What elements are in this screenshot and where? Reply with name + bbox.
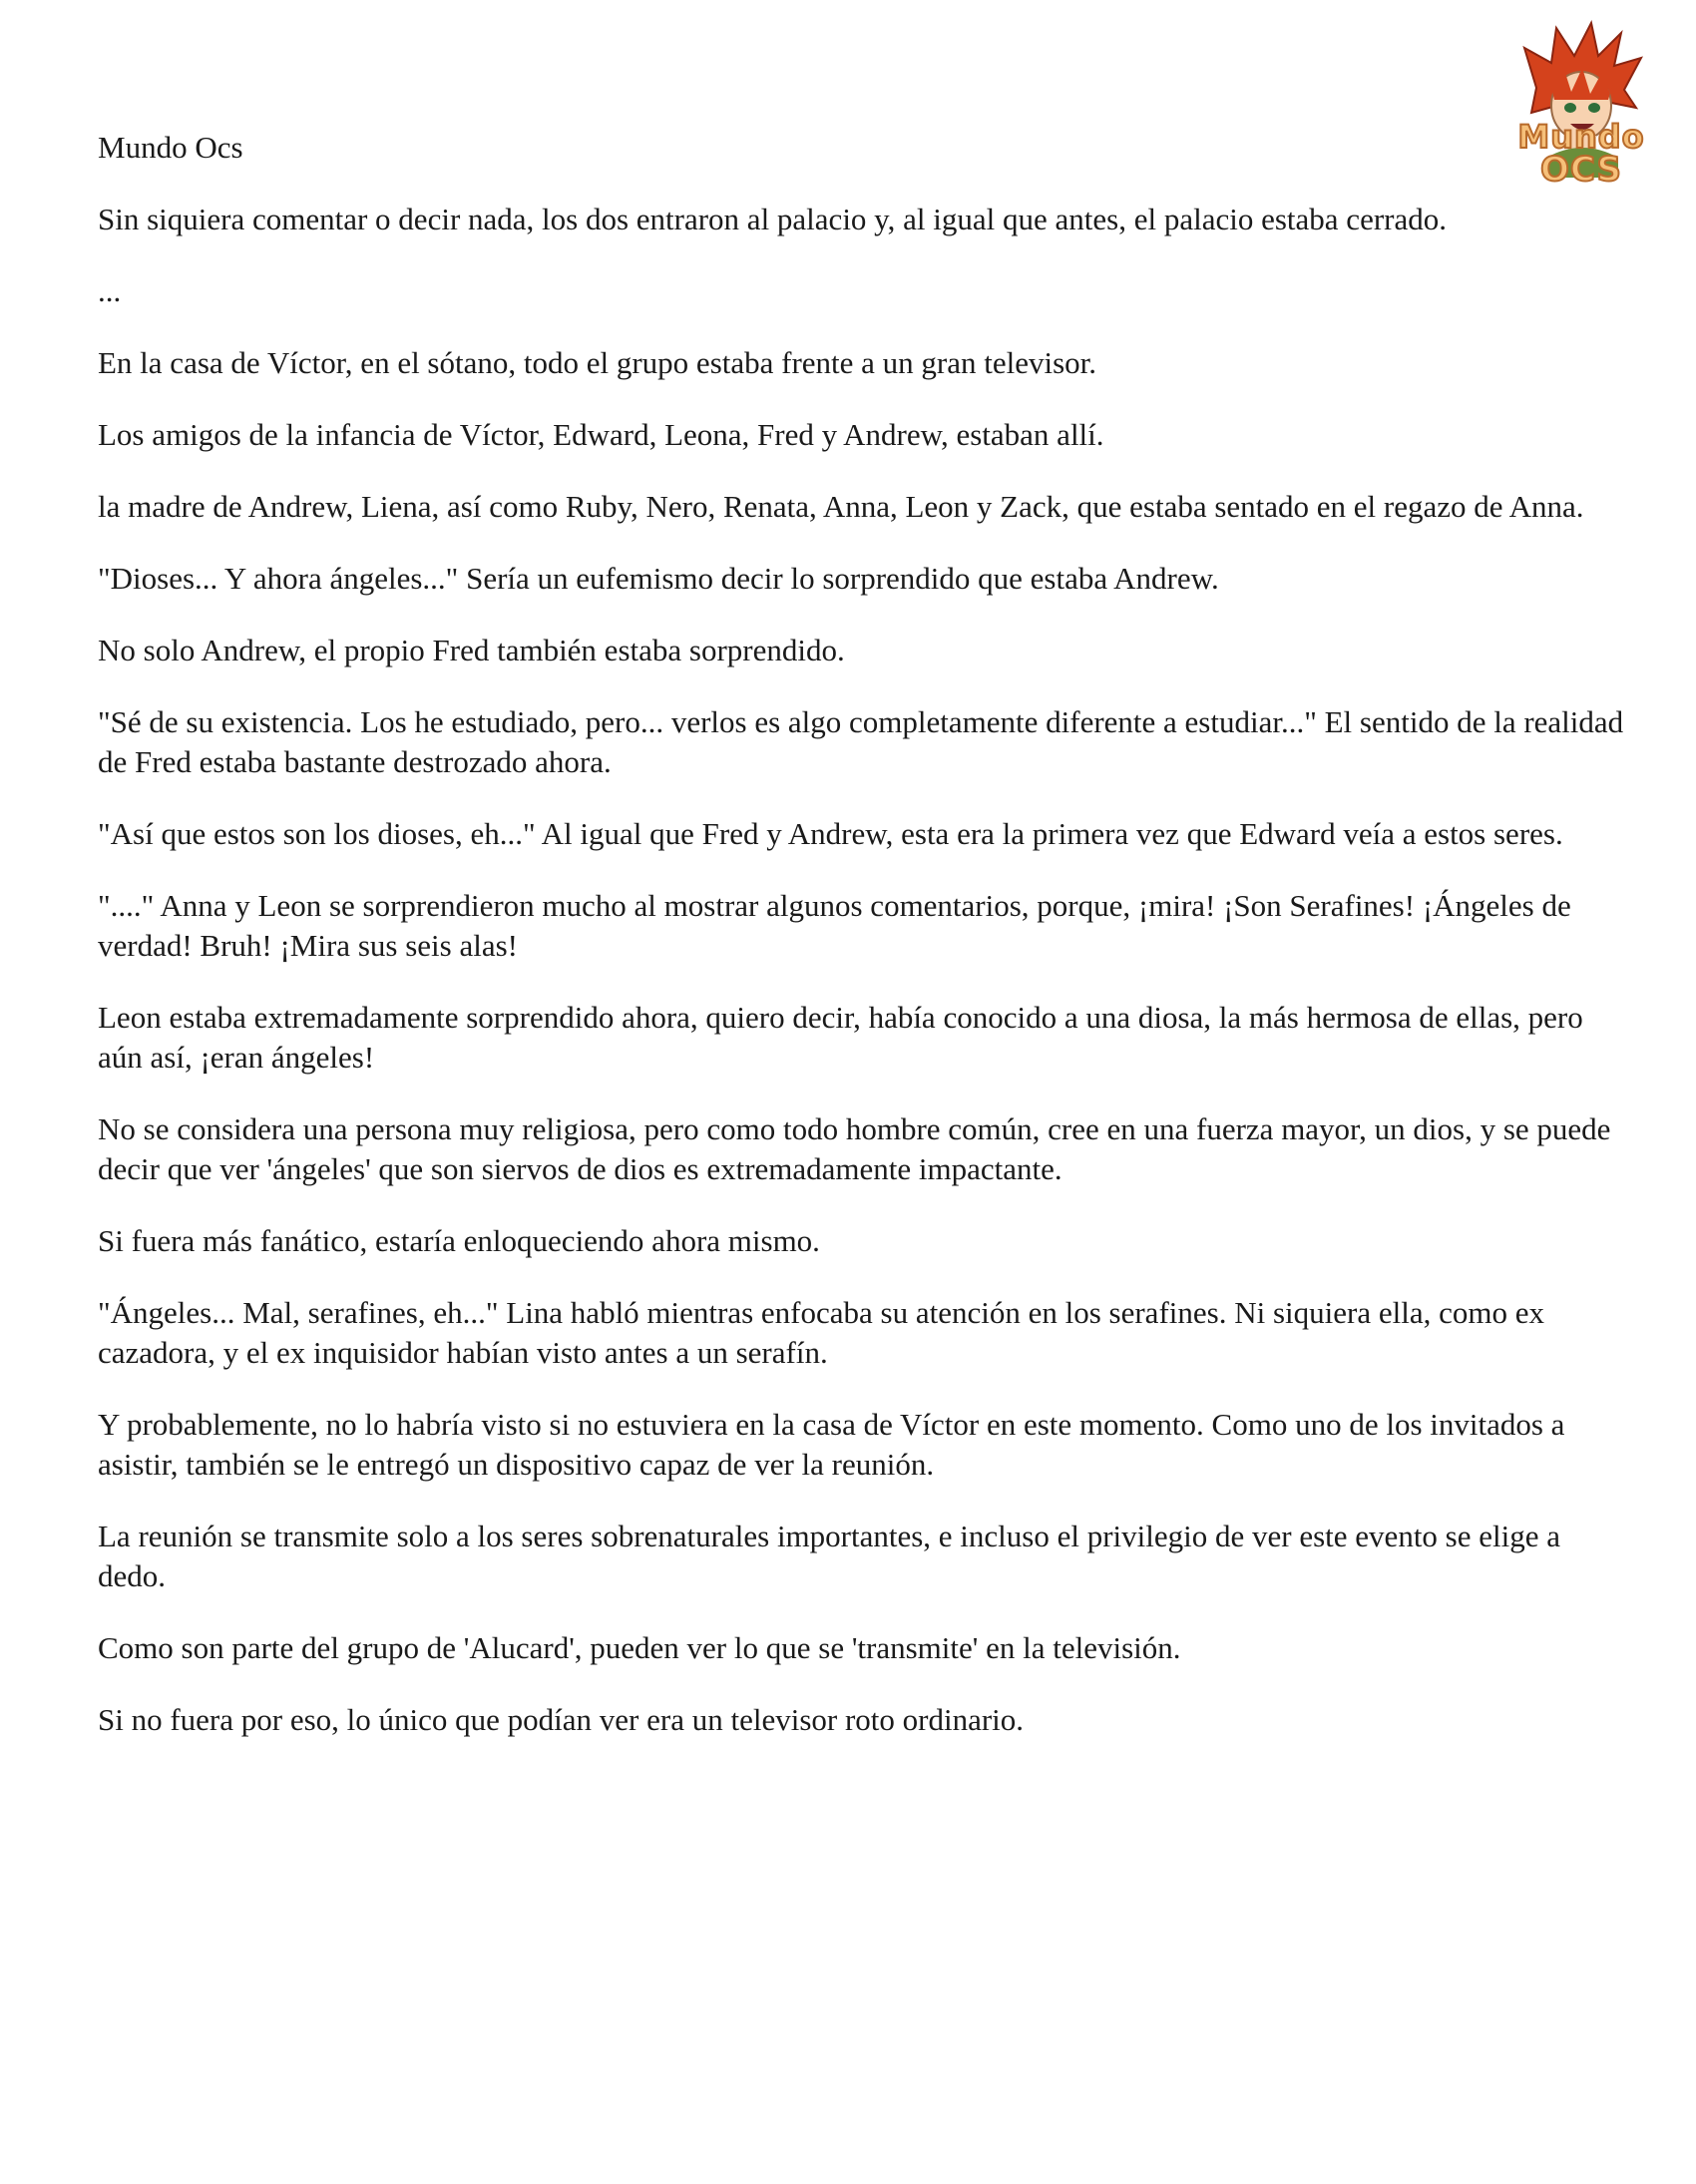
paragraph: Y probablemente, no lo habría visto si no estuviera en la casa de Víctor en este momento. Como uno de los invitados a asistir, también se le entregó un dispositivo capaz de ver la reunión.	[98, 1407, 1565, 1482]
paragraph: Si fuera más fanático, estaría enloqueciendo ahora mismo.	[98, 1223, 820, 1258]
paragraph: Sin siquiera comentar o decir nada, los dos entraron al palacio y, al igual que antes, el palacio estaba cerrado.	[98, 202, 1447, 236]
paragraph: Los amigos de la infancia de Víctor, Edward, Leona, Fred y Andrew, estaban allí.	[98, 417, 1104, 452]
paragraph: "Ángeles... Mal, serafines, eh..." Lina habló mientras enfocaba su atención en los serafines. Ni siquiera ella, como ex cazadora, y el ex inquisidor habían visto antes a un serafín.	[98, 1295, 1544, 1370]
paragraph: "...." Anna y Leon se sorprendieron mucho al mostrar algunos comentarios, porque, ¡mira! ¡Son Serafines! ¡Ángeles de verdad! Bruh! ¡Mira sus seis alas!	[98, 888, 1571, 963]
paragraph: "Así que estos son los dioses, eh..." Al igual que Fred y Andrew, esta era la primera vez que Edward veía a estos seres.	[98, 816, 1563, 851]
logo-text-mundo: Mundo	[1517, 118, 1645, 156]
paragraph: No se considera una persona muy religiosa, pero como todo hombre común, cree en una fuerza mayor, un dios, y se puede decir que ver 'ángeles' que son siervos de dios es extremadamente impactante.	[98, 1111, 1611, 1186]
paragraph: Leon estaba extremadamente sorprendido ahora, quiero decir, había conocido a una diosa, la más hermosa de ellas, pero aún así, ¡eran ángeles!	[98, 1000, 1583, 1075]
paragraph: ...	[98, 273, 122, 308]
paragraph: "Sé de su existencia. Los he estudiado, pero... verlos es algo completamente diferente a estudiar..." El sentido de la realidad de Fred estaba bastante destrozado ahora.	[98, 704, 1624, 779]
paragraph: la madre de Andrew, Liena, así como Ruby, Nero, Renata, Anna, Leon y Zack, que estaba sentado en el regazo de Anna.	[98, 489, 1584, 524]
paragraph: Si no fuera por eso, lo único que podían ver era un televisor roto ordinario.	[98, 1702, 1025, 1737]
document-header: Mundo Ocs	[98, 130, 243, 165]
document-body	[98, 128, 1634, 1772]
paragraph: Como son parte del grupo de 'Alucard', pueden ver lo que se 'transmite' en la televisión.	[98, 1630, 1181, 1665]
paragraph: La reunión se transmite solo a los seres sobrenaturales importantes, e incluso el privilegio de ver este evento se elige a dedo.	[98, 1519, 1561, 1593]
paragraph: "Dioses... Y ahora ángeles..." Sería un eufemismo decir lo sorprendido que estaba Andrew.	[98, 561, 1219, 596]
logo-text-ocs: OCS	[1540, 150, 1622, 190]
paragraph: En la casa de Víctor, en el sótano, todo el grupo estaba frente a un gran televisor.	[98, 345, 1097, 380]
paragraph: No solo Andrew, el propio Fred también estaba sorprendido.	[98, 633, 845, 667]
